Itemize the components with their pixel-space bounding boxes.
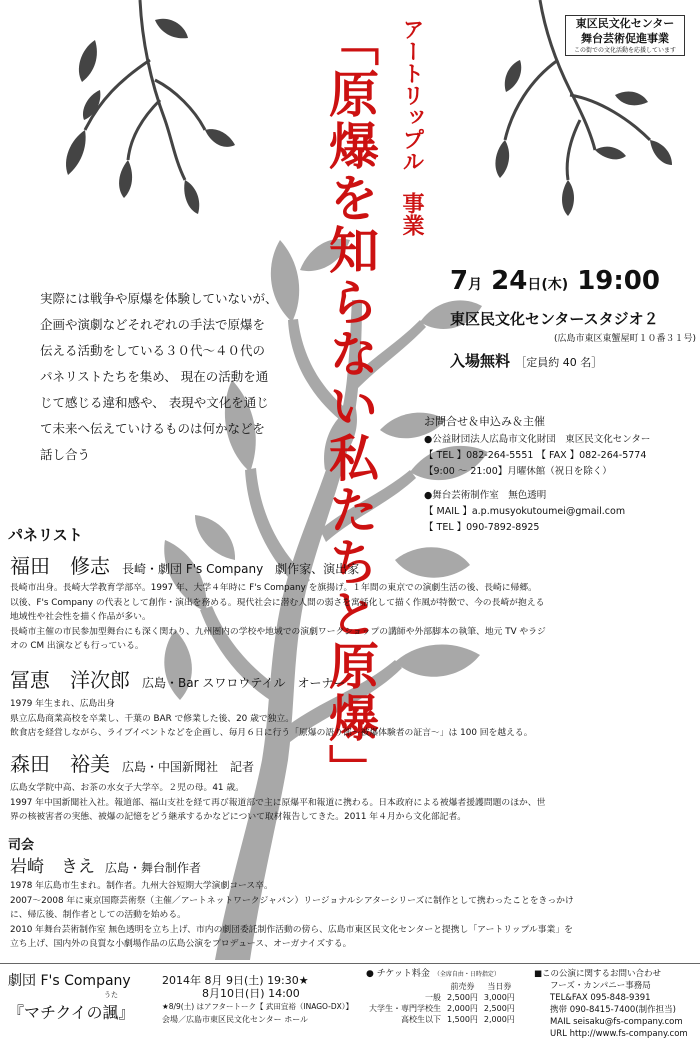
ticket-price: 2,000円 xyxy=(447,1004,478,1013)
bio-line: 以後、F's Company の代表として創作・演出を務める。現代社会に潜む人間の弱さを寓話化して描く作風が特徴で、今の長崎が抱える xyxy=(10,597,545,608)
bio-line: 県立広島商業高校を卒業し、千葉の BAR で修業した後、20 歳で独立。 xyxy=(10,713,295,724)
inquiry-url[interactable]: URL http://www.fs-company.com xyxy=(550,1029,688,1039)
ticket-price: 2,500円 xyxy=(447,993,478,1002)
event-address: (広島市東区東蟹屋町１０番３１号) xyxy=(553,334,696,344)
intro-line: じて感じる違和感や、 表現や文化を通じ xyxy=(40,395,269,410)
bio-line: 界の核被害者の実態、被爆の記憶をどう継承するかなどについて取材報告してきた。2011 年４月から文化部記者。 xyxy=(10,812,467,822)
inquiry-line: TEL&FAX 095-848-9391 xyxy=(550,993,651,1003)
intro-line: 話し合う xyxy=(40,447,91,462)
subtitle-main: アートリップル xyxy=(399,18,424,172)
event-datetime xyxy=(450,264,700,302)
moderator-bio xyxy=(10,879,700,952)
ticket-table xyxy=(366,981,518,1025)
bio-line: 1979 年生まれ、広島出身 xyxy=(10,699,115,709)
ticket-col-header: 前売券 xyxy=(450,982,475,991)
panelist-bio xyxy=(10,581,700,654)
moderator-name: 岩崎 きえ xyxy=(10,857,95,877)
ticket-price: 2,500円 xyxy=(483,1004,515,1013)
panelist-2 xyxy=(10,664,700,741)
panelist-name-row xyxy=(10,748,700,777)
ticket-label: 高校生以下 xyxy=(401,1015,441,1024)
event-weekday: (木) xyxy=(541,277,569,293)
footer-company xyxy=(8,970,135,1023)
panelist-name: 森田 裕美 xyxy=(10,752,110,776)
bio-line: 1997 年中国新聞社入社。報道部、福山支社を経て再び報道部で主に原爆平和報道に携わる。日本政府による被爆者援護問題のほか、世 xyxy=(10,797,546,808)
bio-line: 1978 年広島市生まれ。制作者。九州大谷短期大学演劇コース卒。 xyxy=(10,881,273,891)
bio-line: オの CM 出演なども行っている。 xyxy=(10,641,144,651)
ticket-col-header: 当日券 xyxy=(487,982,512,991)
organizer-line-1: 東区民文化センター xyxy=(566,16,684,31)
page-title: 「原爆を知らない私たちと原爆」 xyxy=(321,16,379,796)
ticket-label: 大学生・専門学校生 xyxy=(369,1004,441,1013)
table-row xyxy=(366,1003,518,1014)
bio-line: 飲食店を経営しながら、ライブイベントなどを企画し、毎月６日に行う「原爆の語り部～被爆体験者の証言～」は 100 回を越える。 xyxy=(10,728,533,738)
project-subtitle xyxy=(392,18,426,236)
ticket-info xyxy=(366,968,518,1025)
contact-info xyxy=(424,412,700,536)
admission-free: 入場無料 xyxy=(450,352,511,370)
play-ruby: うた xyxy=(104,991,118,999)
contact-heading: お問合せ＆申込み＆主催 xyxy=(424,415,545,428)
footer-schedule xyxy=(162,974,353,1026)
inquiry-heading: ■この公演に関するお問い合わせ xyxy=(534,969,662,979)
table-row xyxy=(366,992,518,1003)
panelist-name: 冨恵 洋次郎 xyxy=(10,668,130,692)
bio-line: 広島女学院中高、お茶の水女子大学卒。２児の母。41 歳。 xyxy=(10,783,244,793)
play-title xyxy=(8,991,135,1023)
intro-line: て未来へ伝えていけるものは何かなどを xyxy=(40,421,266,436)
bio-line: 長崎市主催の市民参加型舞台にも深く関わり、九州圏内の学校や地域での演劇ワークショップの講師や外部脚本の執筆、地元 TV やラジ xyxy=(10,626,546,637)
ticket-price: 1,500円 xyxy=(447,1015,478,1024)
panelist-1 xyxy=(10,550,700,654)
schedule-date-2: 8月10日(日) 14:00 xyxy=(202,987,300,1000)
event-month: 7 xyxy=(450,266,469,296)
inquiry-info xyxy=(534,968,688,1040)
month-unit: 月 xyxy=(468,277,483,293)
panelist-name: 福田 修志 xyxy=(10,554,110,578)
bio-line: に、帰広後、制作者としての活動を始める。 xyxy=(10,910,186,920)
contact-line: 【 TEL 】082-264-5551 【 FAX 】082-264-5774 xyxy=(424,450,647,461)
inquiry-email[interactable]: MAIL seisaku@fs-company.com xyxy=(550,1017,683,1027)
contact-email[interactable]: 【 MAIL 】a.p.musyokutoumei@gmail.com xyxy=(424,506,626,517)
moderator-meta: 広島・舞台制作者 xyxy=(105,861,202,875)
bio-line: 2007～2008 年に東京国際芸術祭（主催／アートネットワークジャパン）リージョナルシアターシリーズに制作として携わったことをきっかけ xyxy=(10,895,574,906)
event-capacity: ［定員約 40 名］ xyxy=(515,356,603,369)
panelist-meta: 広島・Bar スワロウテイル オーナー xyxy=(142,676,346,690)
intro-line: 実際には戦争や原爆を体験していないが、 xyxy=(40,291,278,306)
footer-divider xyxy=(0,963,700,964)
bio-line: 長崎市出身。長崎大学教育学部卒。1997 年、大学４年時に F's Company を旗揚げ。１年間の東京での演劇生活の後、長崎に帰郷。 xyxy=(10,583,537,593)
inquiry-line: フーズ・カンパニー事務局 xyxy=(550,981,651,991)
contact-phone: 【 TEL 】090-7892-8925 xyxy=(424,522,540,533)
footer-venue: 会場／広島市東区民文化センター ホール xyxy=(162,1015,309,1024)
bio-line: 2010 年舞台芸術制作室 無色透明を立ち上げ、市内の劇団委託制作活動の傍ら、広島市東区民文化センターと提携し「アートリップル事業」を xyxy=(10,924,573,935)
bio-line: 立ち上げ、国内外の良質な小劇場作品の広島公演をプロデュース、オーガナイズする。 xyxy=(10,939,352,949)
ticket-label: 一般 xyxy=(425,993,441,1002)
panelist-bio xyxy=(10,697,700,741)
ticket-price: 2,000円 xyxy=(483,1015,515,1024)
table-row xyxy=(366,1014,518,1025)
event-day: 24 xyxy=(491,266,528,296)
organizer-line-2: 舞台芸術促進事業 xyxy=(566,31,684,46)
subtitle-suffix: 事業 xyxy=(399,192,424,236)
organizer-tagline: この街での文化活動を応援しています xyxy=(566,46,684,55)
panelist-meta: 広島・中国新聞社 記者 xyxy=(122,760,255,774)
ticket-price: 3,000円 xyxy=(483,993,515,1002)
ticket-heading: ● チケット料金 xyxy=(366,969,430,979)
play-title-text: 『マチクイの諷』 xyxy=(8,1003,135,1022)
moderator-name-row xyxy=(10,852,700,877)
panelist-name-row xyxy=(10,550,700,579)
intro-line: 伝える活動をしている３０代～４０代の xyxy=(40,343,266,358)
event-time: 19:00 xyxy=(577,266,660,296)
contact-line: 【9:00 ～ 21:00】月曜休館（祝日を除く） xyxy=(424,466,612,477)
intro-line: 企画や演劇などそれぞれの手法で原爆を xyxy=(40,317,266,332)
panelist-3 xyxy=(10,748,700,825)
contact-line: ●舞台芸術制作室 無色透明 xyxy=(424,490,547,501)
intro-text xyxy=(40,286,310,468)
day-unit: 日 xyxy=(527,277,542,293)
inquiry-line: 携帯 090-8415-7400(制作担当) xyxy=(550,1005,676,1015)
contact-line: ●公益財団法人広島市文化財団 東区民文化センター xyxy=(424,434,651,445)
bio-line: 地域性や社会性を描く作品が多い。 xyxy=(10,612,151,622)
intro-line: パネリストたちを集め、 現在の活動を通 xyxy=(40,369,269,384)
company-name: 劇団 F's Company xyxy=(8,973,131,989)
ticket-note: （全席自由・日時指定） xyxy=(433,971,500,978)
ticket-heading-row xyxy=(366,968,518,981)
after-talk: ★8/9(土) はアフタートーク【 武田宜裕（INAGO-DX）】 xyxy=(162,1002,354,1011)
organizer-badge xyxy=(565,15,685,56)
schedule-date-1: 2014年 8月 9日(土) 19:30★ xyxy=(162,974,309,987)
panelist-bio xyxy=(10,781,700,825)
panelists-heading: パネリスト xyxy=(8,526,83,544)
panelist-name-row xyxy=(10,664,700,693)
moderator-heading: 司会 xyxy=(8,838,35,853)
panelist-meta: 長崎・劇団 F's Company 劇作家、演出家 xyxy=(122,562,360,576)
event-info xyxy=(450,264,700,371)
event-venue: 東区民文化センタースタジオ２ xyxy=(450,310,659,328)
event-admission xyxy=(450,350,700,371)
moderator xyxy=(10,852,700,952)
